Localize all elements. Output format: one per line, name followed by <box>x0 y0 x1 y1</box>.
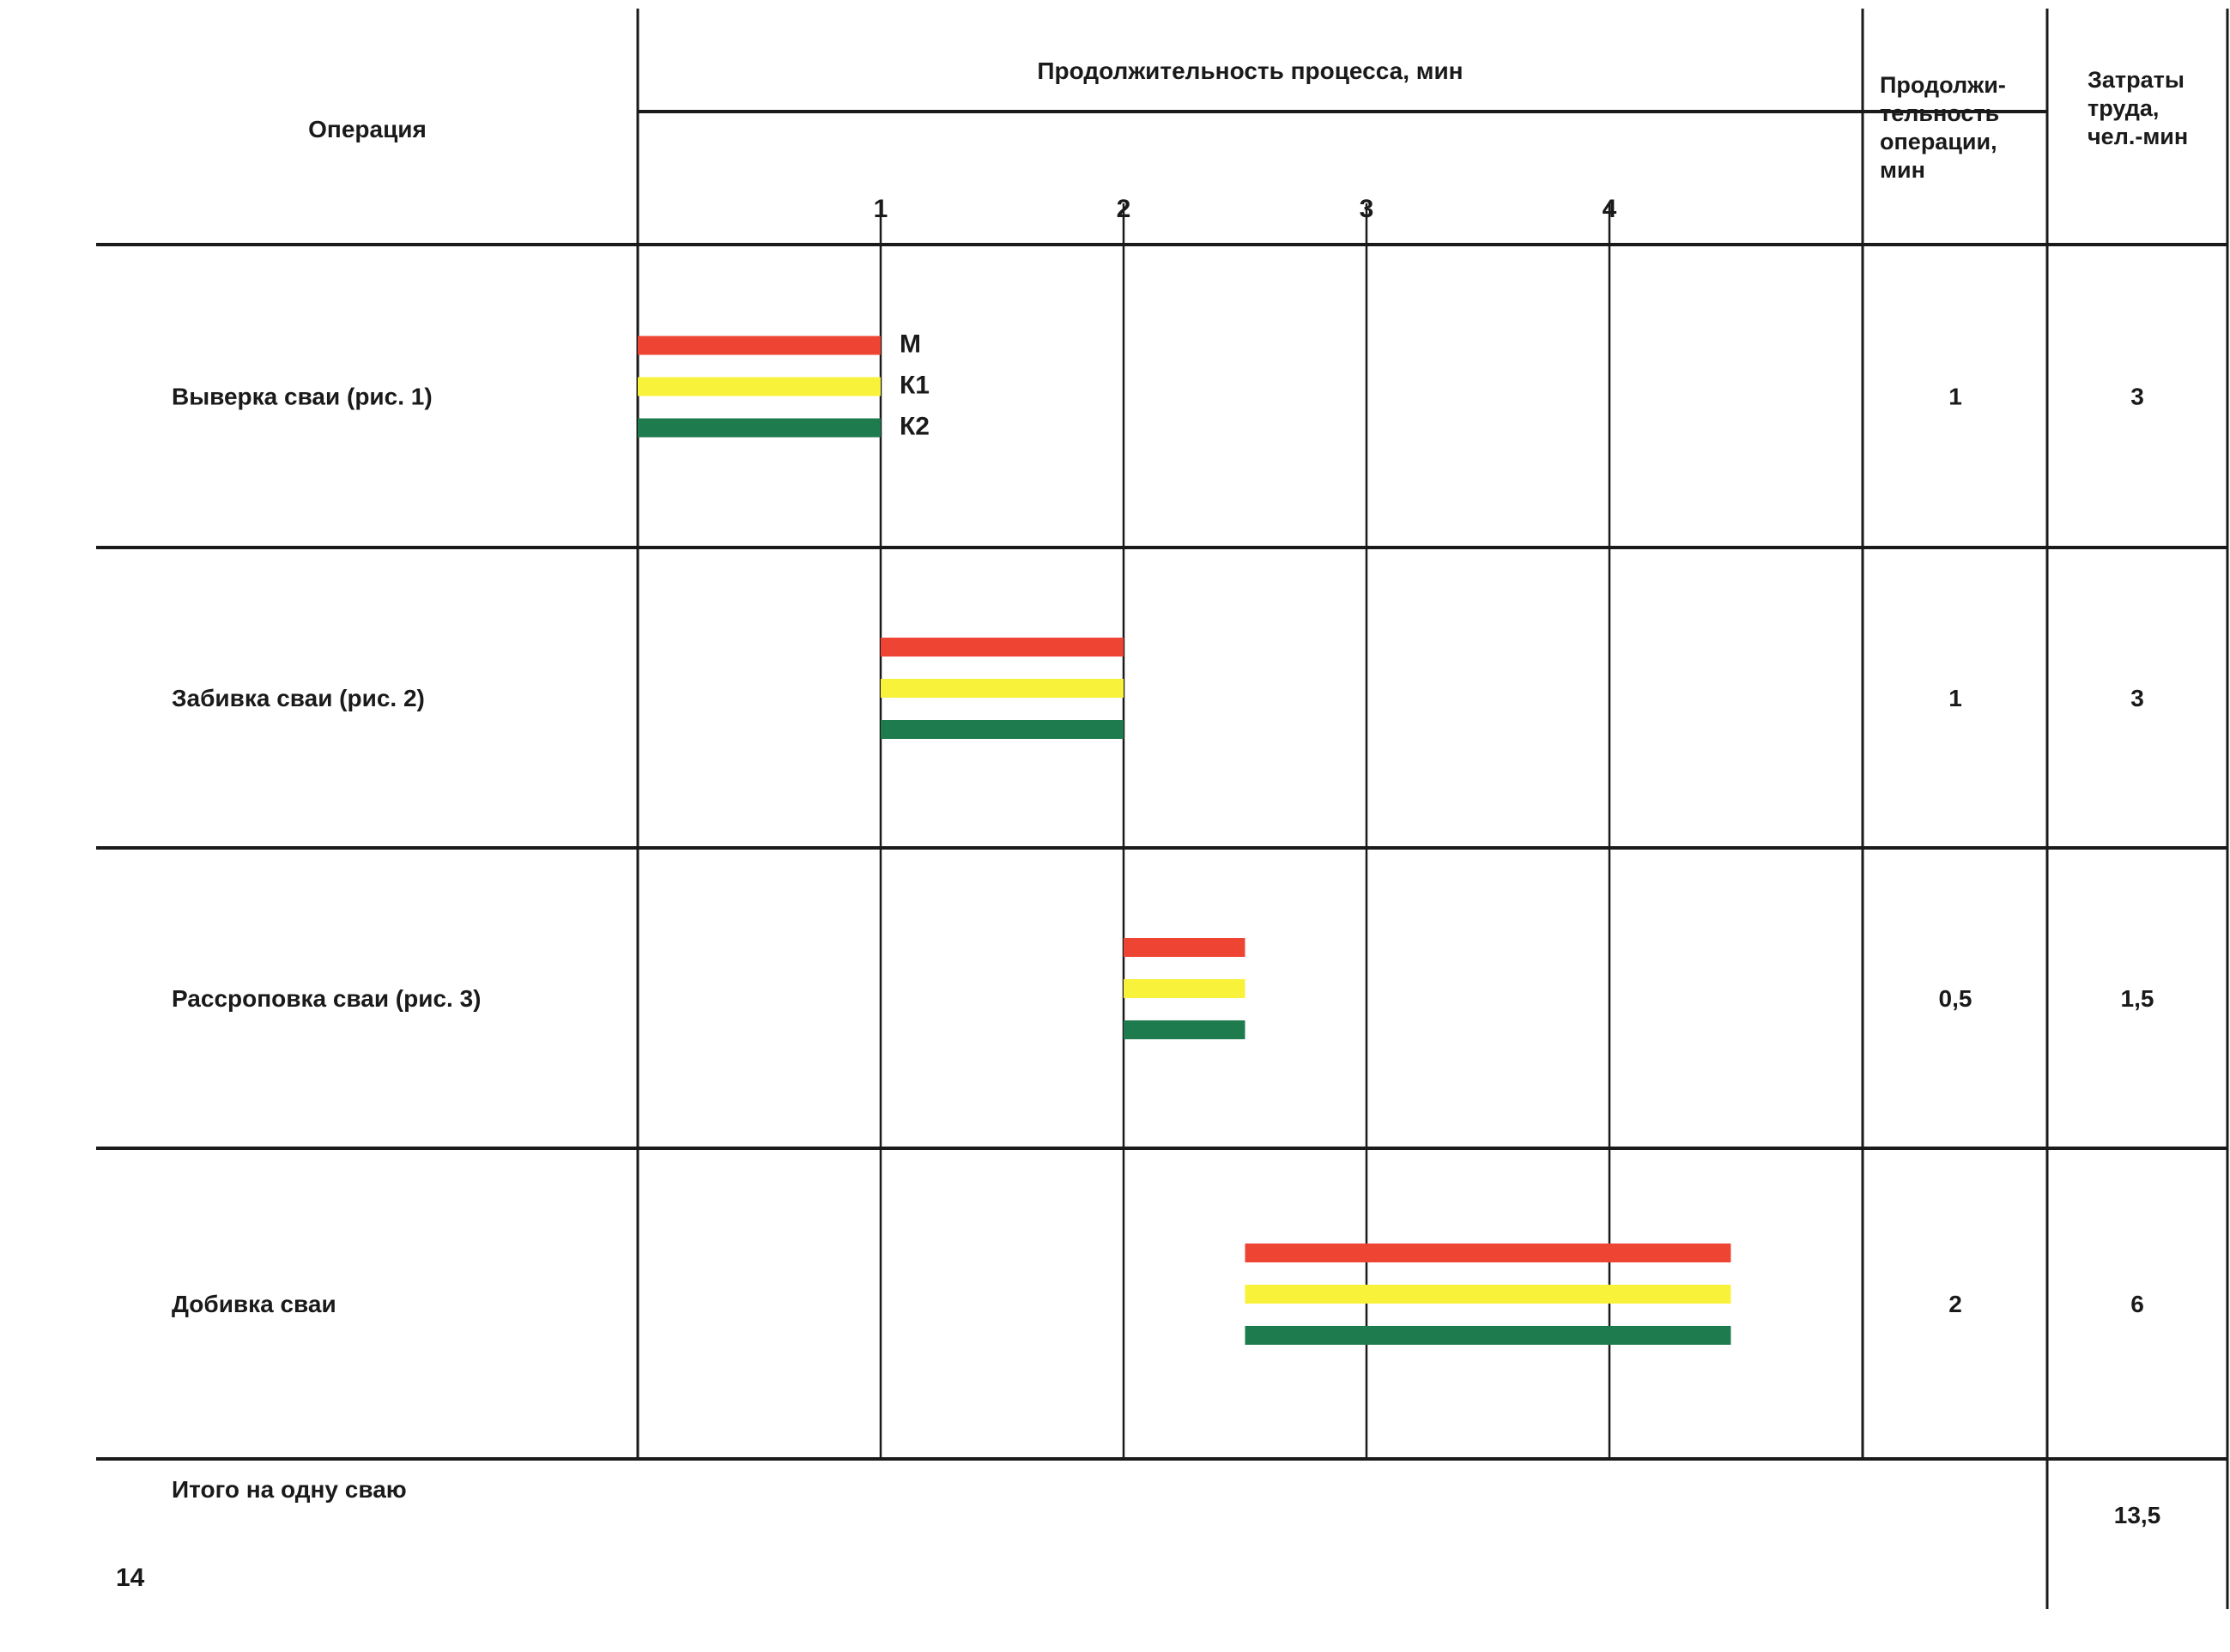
bar-k1 <box>1124 979 1245 998</box>
total-labor-value: 13,5 <box>2113 1502 2161 1528</box>
header-labor-cost-line: труда, <box>2088 95 2160 121</box>
bar-k1 <box>638 378 881 396</box>
x-tick-label: 1 <box>873 195 888 223</box>
row-duration-value: 1 <box>1948 383 1962 410</box>
row-operation-label: Добивка сваи <box>172 1291 336 1317</box>
row-labor-value: 3 <box>2130 685 2144 711</box>
bar-k1 <box>1245 1285 1731 1304</box>
chart-marks <box>638 336 1731 1346</box>
bar-m <box>1245 1244 1731 1262</box>
bar-m <box>638 336 881 355</box>
x-tick-label: 4 <box>1602 195 1617 223</box>
chart-labels <box>116 57 2188 1592</box>
bar-k2 <box>638 419 881 438</box>
row-operation-label: Забивка сваи (рис. 2) <box>172 685 425 711</box>
x-tick-label: 2 <box>1116 195 1131 223</box>
series-legend-label: К1 <box>900 371 930 400</box>
header-labor-cost <box>2088 67 2188 149</box>
row-labor-value: 3 <box>2130 383 2144 410</box>
page-number: 14 <box>116 1564 145 1592</box>
row-operation-label: Рассроповка сваи (рис. 3) <box>172 985 482 1012</box>
header-operation-duration <box>1880 72 2006 183</box>
row-duration-value: 0,5 <box>1938 985 1972 1012</box>
row-labor-value: 1,5 <box>2120 985 2154 1012</box>
bar-m <box>881 638 1124 657</box>
header-labor-cost-line: Затраты <box>2088 67 2185 93</box>
bar-k2 <box>1245 1326 1731 1345</box>
header-labor-cost-line: чел.-мин <box>2088 124 2189 149</box>
table-frame <box>96 9 2227 1609</box>
header-operation: Операция <box>308 116 427 142</box>
series-legend-label: М <box>900 330 921 359</box>
row-duration-value: 2 <box>1948 1291 1962 1317</box>
row-labor-value: 6 <box>2130 1291 2144 1317</box>
bar-k2 <box>1124 1020 1245 1039</box>
series-legend-label: К2 <box>900 412 930 441</box>
x-tick-label: 3 <box>1359 195 1374 223</box>
total-label: Итого на одну сваю <box>172 1476 407 1503</box>
bar-m <box>1124 938 1245 957</box>
header-operation-duration-line: операции, <box>1880 129 1997 154</box>
header-process-duration: Продолжительность процесса, мин <box>1037 57 1463 84</box>
row-duration-value: 1 <box>1948 685 1962 711</box>
bar-k1 <box>881 679 1124 698</box>
bar-k2 <box>881 720 1124 739</box>
header-operation-duration-line: тельность <box>1880 100 2000 126</box>
row-operation-label: Выверка сваи (рис. 1) <box>172 383 433 410</box>
header-operation-duration-line: мин <box>1880 157 1925 183</box>
header-operation-duration-line: Продолжи- <box>1880 72 2006 98</box>
